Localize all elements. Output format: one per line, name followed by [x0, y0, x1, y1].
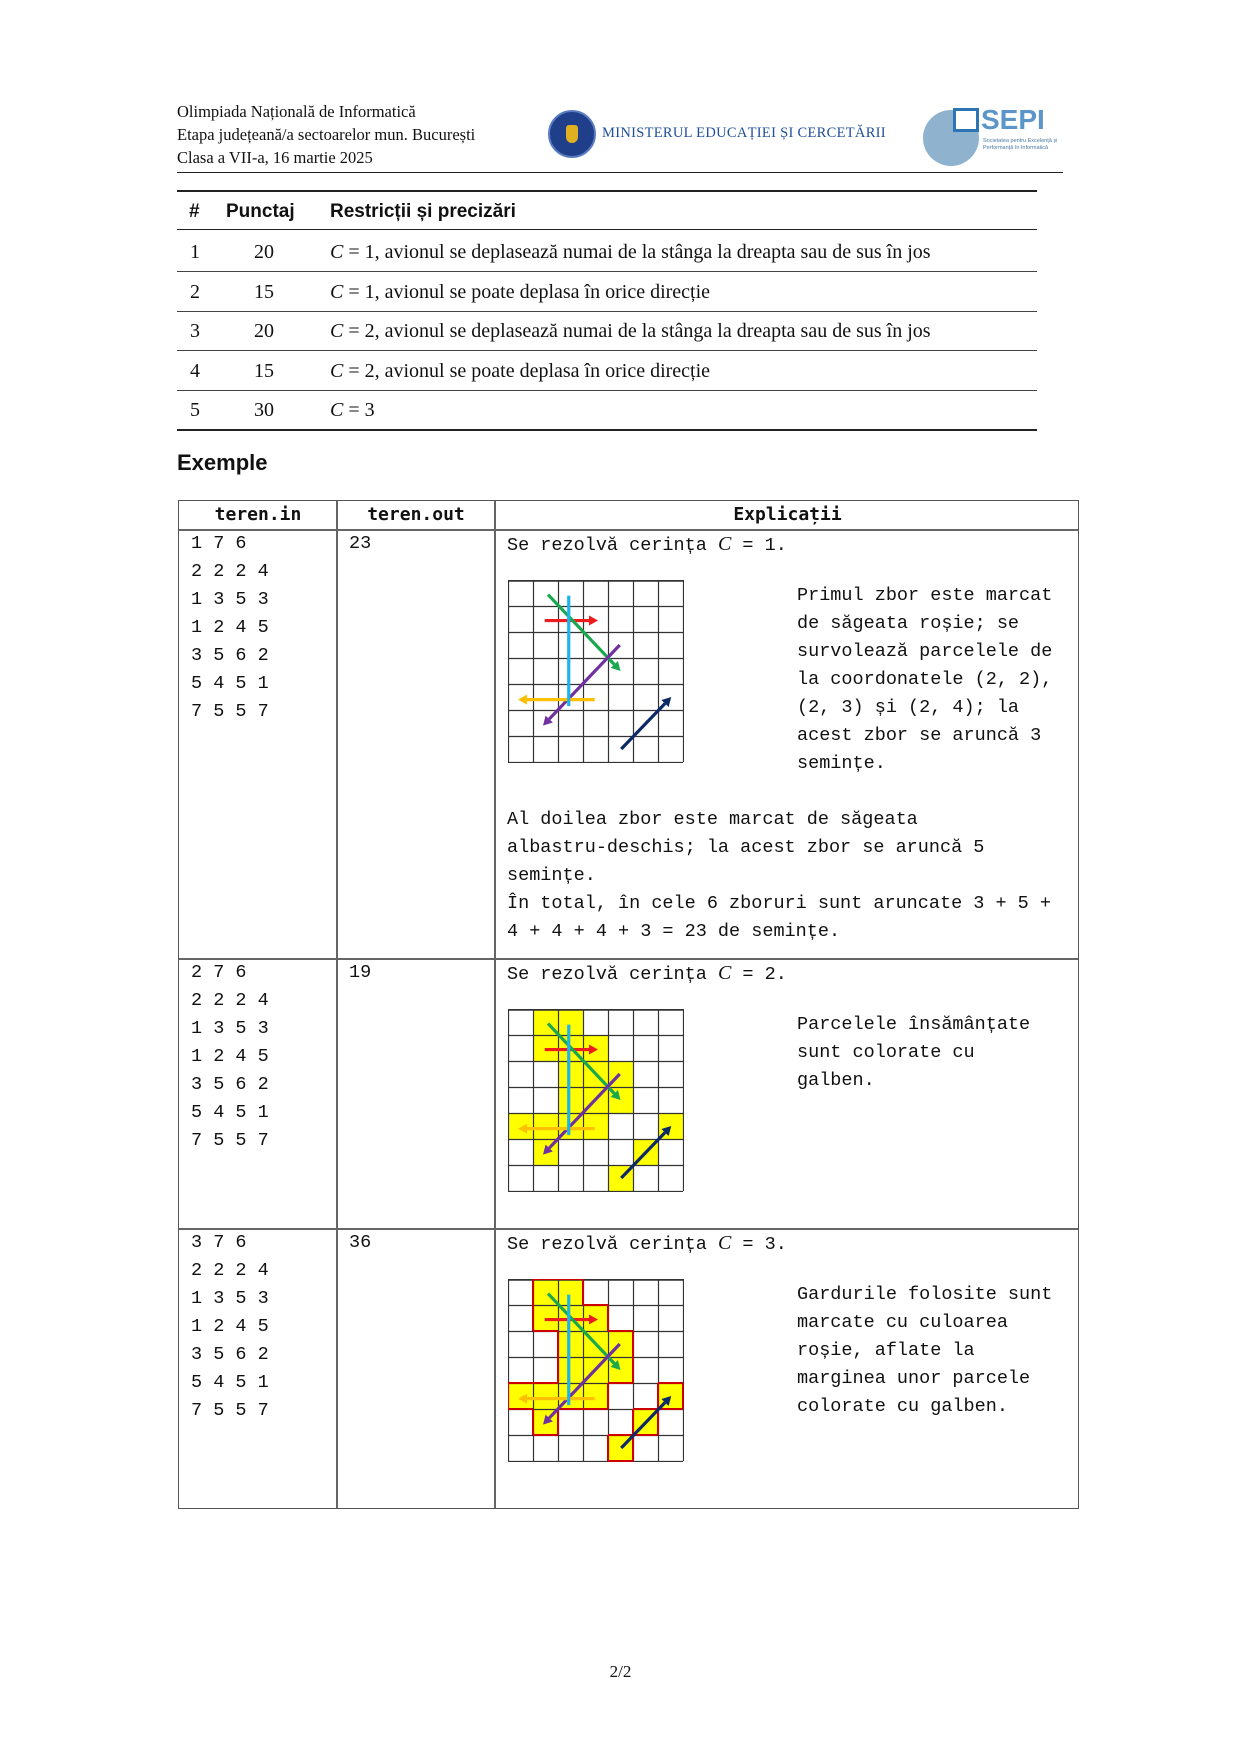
seeded-cell [533, 1383, 558, 1409]
terrain-grid [508, 1009, 684, 1192]
terrain-grid [508, 1279, 684, 1462]
input-line: 3 7 6 [191, 1232, 247, 1253]
side-explanation-line: marcate cu culoarea [797, 1312, 1008, 1333]
seeded-cell [558, 1009, 583, 1035]
requirement-line: Se rezolvă cerința C = 2. [507, 962, 787, 985]
side-explanation-line: survolează parcelele de [797, 641, 1053, 662]
side-explanation-line: galben. [797, 1070, 875, 1091]
row-points: 20 [254, 241, 274, 263]
seeded-cell [508, 1113, 533, 1139]
row-restriction: C = 1, avionul se poate deplasa în orice direcție [330, 281, 711, 303]
side-explanation-line: colorate cu galben. [797, 1396, 1008, 1417]
input-line: 1 2 4 5 [191, 617, 269, 638]
input-line: 3 5 6 2 [191, 645, 269, 666]
arrowhead-icon [589, 616, 598, 626]
col-points: Punctaj [226, 201, 295, 222]
header-explanations: Explicații [733, 504, 842, 525]
requirement-line: Se rezolvă cerința C = 3. [507, 1232, 787, 1255]
table-row [177, 390, 1037, 430]
ministry-name: MINISTERUL EDUCAȚIEI ȘI CERCETĂRII [602, 125, 886, 141]
header-line-1: Olimpiada Națională de Informatică [177, 102, 416, 121]
explanation-line: Al doilea zbor este marcat de săgeata [507, 809, 918, 830]
explanation-line: În total, în cele 6 zboruri sunt aruncate 3 + 5 + [507, 893, 1051, 914]
ministry-seal-logo [548, 110, 596, 158]
input-line: 7 5 5 7 [191, 1400, 269, 1421]
examples-table [178, 500, 1079, 1509]
input-line: 1 3 5 3 [191, 589, 269, 610]
side-explanation-line: roșie, aflate la [797, 1340, 975, 1361]
side-explanation-line: acest zbor se aruncă 3 [797, 725, 1042, 746]
row-number: 4 [190, 360, 200, 382]
side-explanation-line: de săgeata roșie; se [797, 613, 1020, 634]
input-line: 1 2 4 5 [191, 1316, 269, 1337]
input-line: 3 5 6 2 [191, 1074, 269, 1095]
explanation-line: 4 + 4 + 4 + 3 = 23 de semințe. [507, 921, 841, 942]
col-number: # [189, 201, 200, 222]
input-line: 2 2 2 4 [191, 1260, 269, 1281]
terrain-grid [508, 580, 684, 763]
header-teren-in: teren.in [214, 504, 302, 525]
seeded-cell [533, 1113, 558, 1139]
page-number: 2/2 [609, 1662, 632, 1681]
table-row [177, 232, 1037, 272]
seeded-cell [508, 1383, 533, 1409]
header-line-3: Clasa a VII-a, 16 martie 2025 [177, 148, 373, 167]
output-value: 19 [349, 962, 372, 983]
output-value: 36 [349, 1232, 372, 1253]
side-explanation-line: Gardurile folosite sunt [797, 1284, 1053, 1305]
header-rule [177, 172, 1063, 173]
side-explanation-line: Primul zbor este marcat [797, 585, 1053, 606]
row-restriction: C = 2, avionul se poate deplasa în orice direcție [330, 360, 711, 382]
seeded-cell [558, 1087, 583, 1113]
table-row [177, 272, 1037, 312]
table-row [177, 351, 1037, 391]
eagle-icon [566, 125, 578, 143]
row-points: 30 [254, 399, 274, 421]
requirement-line: Se rezolvă cerința C = 1. [507, 533, 787, 556]
table-header [177, 192, 1037, 230]
side-explanation-line: (2, 3) și (2, 4); la [797, 697, 1020, 718]
table-bottom-rule [177, 429, 1037, 431]
input-line: 5 4 5 1 [191, 673, 269, 694]
input-line: 7 5 5 7 [191, 701, 269, 722]
examples-heading: Exemple [177, 450, 268, 475]
seeded-cell [558, 1279, 583, 1305]
row-points: 15 [254, 360, 274, 382]
explanation-line: semințe. [507, 865, 596, 886]
purple-flight-arrow [549, 645, 620, 719]
input-line: 1 7 6 [191, 533, 247, 554]
input-line: 7 5 5 7 [191, 1130, 269, 1151]
input-line: 1 2 4 5 [191, 1046, 269, 1067]
side-explanation-line: sunt colorate cu [797, 1042, 975, 1063]
table-row [177, 311, 1037, 351]
row-restriction: C = 1, avionul se deplasează numai de la stânga la dreapta sau de sus în jos [330, 241, 931, 263]
header-teren-out: teren.out [367, 504, 465, 525]
row-restriction: C = 3 [330, 399, 375, 421]
input-line: 1 3 5 3 [191, 1018, 269, 1039]
row-number: 3 [190, 320, 200, 342]
row-points: 15 [254, 281, 274, 303]
input-line: 5 4 5 1 [191, 1102, 269, 1123]
input-line: 3 5 6 2 [191, 1344, 269, 1365]
sepi-logo: SEPI Societatea pentru Excelență și Performanță în Informatică [921, 106, 1061, 166]
arrowhead-icon [518, 695, 527, 705]
input-line: 2 2 2 4 [191, 561, 269, 582]
col-restrictions: Restricții și precizări [330, 201, 516, 222]
input-line: 2 2 2 4 [191, 990, 269, 1011]
header-line-2: Etapa județeană/a sectoarelor mun. București [177, 125, 476, 144]
row-number: 1 [190, 241, 200, 263]
input-line: 5 4 5 1 [191, 1372, 269, 1393]
row-restriction: C = 2, avionul se deplasează numai de la stânga la dreapta sau de sus în jos [330, 320, 931, 342]
input-line: 1 3 5 3 [191, 1288, 269, 1309]
seeded-cell [583, 1113, 608, 1139]
side-explanation-line: marginea unor parcele [797, 1368, 1031, 1389]
row-points: 20 [254, 320, 274, 342]
seeded-cell [558, 1061, 583, 1087]
side-explanation-line: semințe. [797, 753, 886, 774]
seeded-cell [583, 1383, 608, 1409]
row-number: 2 [190, 281, 200, 303]
side-explanation-line: Parcelele însămânțate [797, 1014, 1031, 1035]
seeded-cell [558, 1357, 583, 1383]
seeded-cell [558, 1331, 583, 1357]
row-number: 5 [190, 399, 200, 421]
output-value: 23 [349, 533, 372, 554]
side-explanation-line: la coordonatele (2, 2), [797, 669, 1053, 690]
input-line: 2 7 6 [191, 962, 247, 983]
explanation-line: albastru-deschis; la acest zbor se aruncă 5 [507, 837, 985, 858]
